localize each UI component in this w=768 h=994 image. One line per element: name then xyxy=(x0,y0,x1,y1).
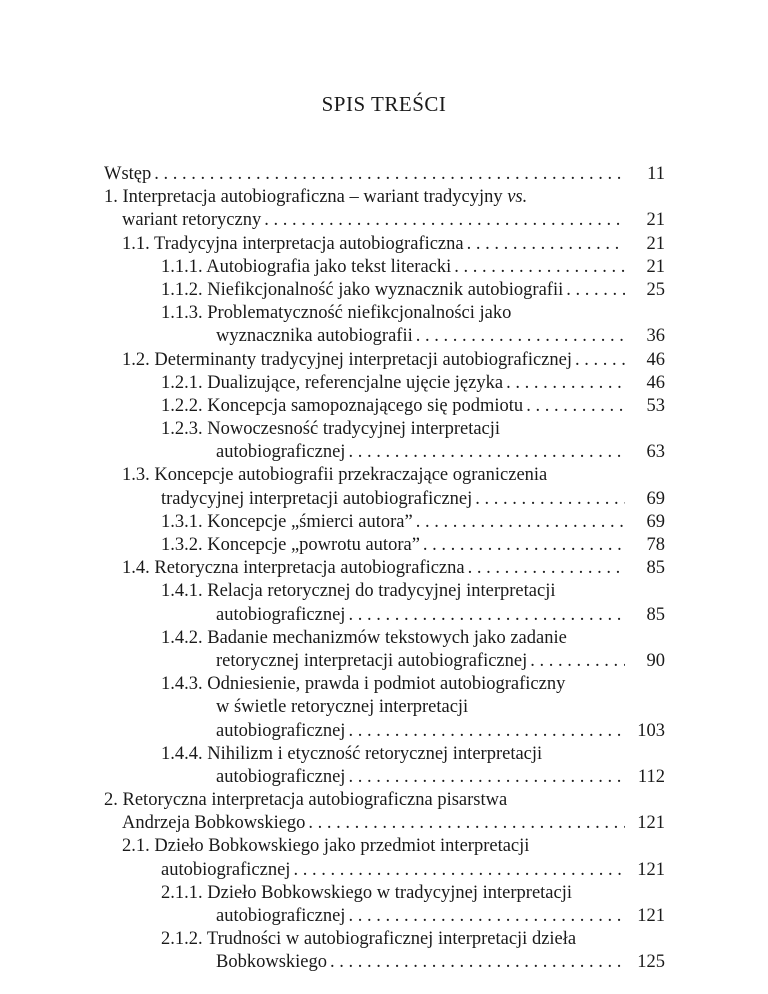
toc-entry-title: autobiograficznej xyxy=(161,859,291,880)
toc-entry xyxy=(104,418,665,441)
dot-leader xyxy=(330,951,625,974)
toc-entry xyxy=(104,325,665,348)
toc-entry-title: 1.4. Retoryczna interpretacja autobiograficzna xyxy=(122,558,465,579)
dot-leader xyxy=(530,650,625,673)
toc-entry-title: 1.1.2. Niefikcjonalność jako wyznacznik autobiografii xyxy=(161,279,564,300)
toc-entry-title: 1.4.1. Relacja retorycznej do tradycyjnej interpretacji xyxy=(161,581,556,602)
toc-entry xyxy=(104,789,665,812)
toc-entry-title: Bobkowskiego xyxy=(216,952,327,973)
toc-entry-page: 78 xyxy=(646,535,665,555)
toc-entry xyxy=(104,511,665,534)
toc-entry-page: 121 xyxy=(637,906,665,926)
dot-leader xyxy=(154,163,625,186)
toc-entry-title: 1.4.2. Badanie mechanizmów tekstowych jako zadanie xyxy=(161,627,567,648)
toc-entry-title: 1.1. Tradycyjna interpretacja autobiograficzna xyxy=(122,233,464,254)
toc-entry-page: 90 xyxy=(646,650,665,671)
toc-entry-page: 11 xyxy=(647,164,665,184)
toc-entry xyxy=(104,673,665,696)
dot-leader xyxy=(348,720,625,743)
toc-entry-title: autobiograficznej xyxy=(216,766,346,787)
toc-entry xyxy=(104,557,665,580)
toc-entry xyxy=(104,464,665,487)
toc-entry-title: autobiograficznej xyxy=(216,604,346,625)
toc-entry-page: 121 xyxy=(637,813,665,834)
toc-entry-title: autobiograficznej xyxy=(216,906,346,926)
toc-entry xyxy=(104,209,665,232)
toc-entry-title: 1.3.1. Koncepcje „śmierci autora” xyxy=(161,511,413,532)
toc-entry-page: 69 xyxy=(646,488,665,509)
toc-entry-title: 1.2. Determinanty tradycyjnej interpretacji autobiograficznej xyxy=(122,349,572,370)
dot-leader xyxy=(293,859,625,882)
toc-entry-title: 1.2.2. Koncepcja samopoznającego się podmiotu xyxy=(161,395,524,416)
toc-entry xyxy=(104,233,665,256)
toc-entry-title: autobiograficznej xyxy=(216,442,346,463)
dot-leader xyxy=(264,209,625,232)
dot-leader xyxy=(348,766,625,789)
dot-leader xyxy=(348,604,625,627)
toc-entry-title: 2.1. Dzieło Bobkowskiego jako przedmiot interpretacji xyxy=(122,836,530,857)
toc-entry xyxy=(104,835,665,858)
page-title: SPIS TREŚCI xyxy=(321,92,447,116)
toc-entry xyxy=(104,720,665,743)
toc-entry xyxy=(104,951,665,974)
toc-entry xyxy=(104,812,665,835)
toc-entry xyxy=(104,372,665,395)
toc-entry-page: 103 xyxy=(637,720,665,741)
toc-entry-title: 1.2.3. Nowoczesność tradycyjnej interpretacji xyxy=(161,419,501,440)
toc-entry-title: 1.4.3. Odniesienie, prawda i podmiot autobiograficzny xyxy=(161,674,566,695)
toc-entry xyxy=(104,349,665,372)
dot-leader xyxy=(575,349,625,372)
dot-leader xyxy=(423,534,625,557)
toc-entry-title: Andrzeja Bobkowskiego xyxy=(122,813,306,834)
toc-entry-title: 2.1.2. Trudności w autobiograficznej interpretacji dzieła xyxy=(161,929,577,950)
toc-entry-title: wyznacznika autobiografii xyxy=(216,326,413,347)
dot-leader xyxy=(506,372,625,395)
dot-leader xyxy=(468,557,625,580)
toc-entry-page: 53 xyxy=(646,395,665,416)
dot-leader xyxy=(348,441,625,464)
dot-leader xyxy=(416,325,625,348)
dot-leader xyxy=(475,488,625,511)
toc-entry xyxy=(104,534,665,557)
toc-entry xyxy=(104,279,665,302)
toc-entry-page: 46 xyxy=(646,372,665,393)
toc-entry-page: 21 xyxy=(646,233,665,254)
toc-entry-page: 112 xyxy=(637,766,665,787)
toc-entry-page: 85 xyxy=(646,558,665,579)
toc-entry xyxy=(104,696,665,719)
toc-entry-page: 21 xyxy=(646,256,665,277)
toc-entry xyxy=(104,441,665,464)
toc-entry-page: 85 xyxy=(646,604,665,625)
toc-entry xyxy=(104,302,665,325)
toc-entry-title: 1.1.3. Problematyczność niefikcjonalności jako xyxy=(161,303,512,324)
dot-leader xyxy=(308,812,625,835)
toc-entry-title: 1.1.1. Autobiografia jako tekst literacki xyxy=(161,256,452,277)
toc-entry-title: 2. Retoryczna interpretacja autobiograficzna pisarstwa xyxy=(104,790,508,811)
toc-entry-title: 2.1.1. Dzieło Bobkowskiego w tradycyjnej interpretacji xyxy=(161,882,573,903)
dot-leader xyxy=(467,233,625,256)
toc-entry xyxy=(104,766,665,789)
toc-entry xyxy=(104,163,665,186)
toc-entry-page: 36 xyxy=(646,326,665,347)
dot-leader xyxy=(454,256,625,279)
toc-entry-page: 63 xyxy=(646,442,665,463)
toc-entry xyxy=(104,882,665,905)
toc-entry xyxy=(104,395,665,418)
toc-entry-title: 1.3.2. Koncepcje „powrotu autora” xyxy=(161,535,420,555)
toc-entry-title: Wstęp xyxy=(104,164,152,184)
dot-leader xyxy=(566,279,625,302)
toc-entry-title: 1.3. Koncepcje autobiografii przekraczające ograniczenia xyxy=(122,465,548,486)
toc-entry-page: 121 xyxy=(637,859,665,880)
toc-entry xyxy=(104,650,665,673)
toc-entry-title: autobiograficznej xyxy=(216,720,346,741)
toc-entry xyxy=(104,905,665,928)
dot-leader xyxy=(526,395,625,418)
toc-entry xyxy=(104,928,665,951)
toc-entry xyxy=(104,743,665,766)
toc-entry xyxy=(104,604,665,627)
dot-leader xyxy=(416,511,625,534)
toc-entry-title: tradycyjnej interpretacji autobiograficznej xyxy=(161,488,473,509)
toc-entry xyxy=(104,859,665,882)
toc-entry-title: retorycznej interpretacji autobiograficznej xyxy=(216,650,528,671)
toc-entry-title: 1. Interpretacja autobiograficzna – wariant tradycyjny vs. xyxy=(104,187,528,208)
toc-entry-title: 1.4.4. Nihilizm i etyczność retorycznej interpretacji xyxy=(161,743,543,764)
toc-entry-page: 25 xyxy=(646,279,665,300)
toc-entry xyxy=(104,580,665,603)
toc-entry-page: 125 xyxy=(637,952,665,973)
toc-entry xyxy=(104,186,665,209)
toc-entry xyxy=(104,256,665,279)
table-of-contents xyxy=(104,163,665,975)
toc-entry-title: wariant retoryczny xyxy=(122,210,262,231)
toc-entry xyxy=(104,488,665,511)
toc-entry-title: 1.2.1. Dualizujące, referencjalne ujęcie języka xyxy=(161,372,504,393)
toc-entry xyxy=(104,627,665,650)
toc-entry-page: 69 xyxy=(646,511,665,532)
dot-leader xyxy=(348,905,625,928)
toc-entry-title: w świetle retorycznej interpretacji xyxy=(216,697,469,718)
toc-entry-page: 21 xyxy=(646,210,665,231)
toc-entry-page: 46 xyxy=(646,349,665,370)
